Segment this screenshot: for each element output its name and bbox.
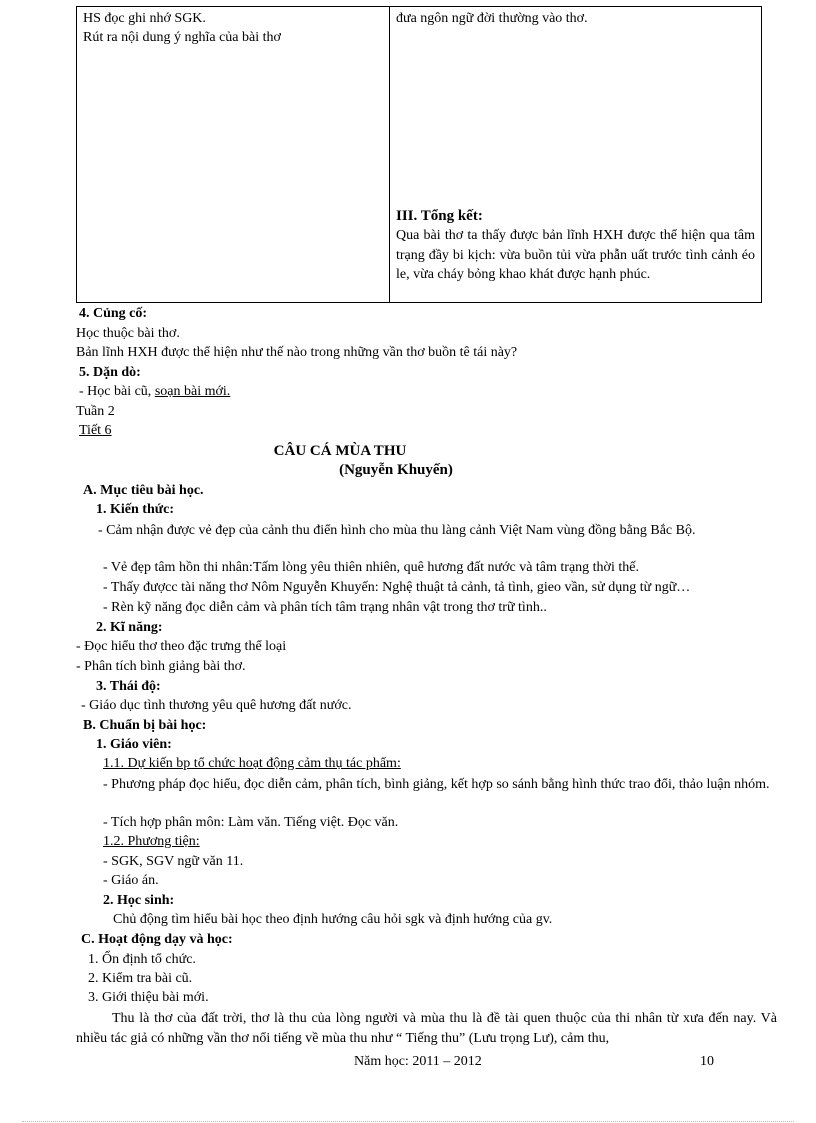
activity-step: 1. Ổn định tổ chức. bbox=[88, 952, 196, 967]
activity-cell bbox=[77, 7, 390, 303]
teacher-subheading: 1.1. Dự kiến bp tổ chức hoạt động cảm thụ tác phẩm: bbox=[103, 756, 401, 771]
skill-item: - Đọc hiểu thơ theo đặc trưng thể loại bbox=[76, 639, 287, 654]
week-label: Tuần 2 bbox=[76, 404, 115, 419]
teacher-item: - Giáo án. bbox=[103, 873, 159, 888]
knowledge-item: - Cảm nhận được vẻ đẹp của cảnh thu điển hình cho mùa thu làng cảnh Việt Nam vùng đồng bằng Bắc Bộ. bbox=[98, 523, 696, 538]
section-c-heading: C. Hoạt động dạy và học: bbox=[81, 932, 233, 947]
summary-text: Qua bài thơ ta thấy được bản lĩnh HXH được thể hiện qua tâm trạng đầy bi kịch: vừa buồn tủi vừa phẫn uất trước tình cảnh éo le, vừa cháy bỏng khao khát được hạnh phúc. bbox=[396, 228, 755, 282]
table-left-line: Rút ra nội dung ý nghĩa của bài thơ bbox=[83, 30, 281, 45]
teacher-item: - Phương pháp đọc hiểu, đọc diễn cảm, phân tích, bình giảng, kết hợp so sánh bằng hình thức trao đổi, thảo luận nhóm. bbox=[103, 777, 770, 792]
knowledge-item: - Thấy đượcc tài năng thơ Nôm Nguyễn Khuyến: Nghệ thuật tả cảnh, tả tình, gieo vần, sử dụng từ ngữ… bbox=[103, 580, 691, 595]
lesson-label: Tiết 6 bbox=[79, 423, 112, 438]
activity-step: 2. Kiểm tra bài cũ. bbox=[88, 971, 193, 986]
school-year: Năm học: 2011 – 2012 bbox=[354, 1054, 482, 1069]
attitude-heading: 3. Thái độ: bbox=[96, 679, 161, 694]
lesson-table bbox=[76, 6, 762, 303]
content-cell bbox=[390, 7, 762, 303]
table-right-line: đưa ngôn ngữ đời thường vào thơ. bbox=[396, 11, 588, 26]
attitude-item: - Giáo dục tình thương yêu quê hương đất nước. bbox=[81, 698, 352, 713]
teacher-item: - SGK, SGV ngữ văn 11. bbox=[103, 854, 244, 869]
section-b-heading: B. Chuẩn bị bài học: bbox=[83, 718, 207, 733]
skills-heading: 2. Kĩ năng: bbox=[96, 620, 163, 635]
poem-title: CÂU CÁ MÙA THU bbox=[273, 443, 407, 459]
student-item: Chủ động tìm hiểu bài học theo định hướng câu hỏi sgk và định hướng của gv. bbox=[113, 912, 553, 927]
cungco-heading: 4. Củng cố: bbox=[79, 306, 148, 321]
knowledge-item: - Rèn kỹ năng đọc diễn cảm và phân tích tâm trạng nhân vật trong thơ trữ tình.. bbox=[103, 600, 547, 615]
intro-paragraph: Thu là thơ của đất trời, thơ là thu của lòng người và mùa thu là đề tài quen thuộc của thi nhân từ xưa đến nay. Và nhiều tác giả có những vần thơ nổi tiếng về mùa thu như “ Tiếng thu” (Lưu trọng Lư), cảm thu, bbox=[76, 1011, 777, 1046]
dando-line bbox=[79, 384, 566, 400]
cungco-line: Bản lĩnh HXH được thể hiện như thế nào trong những vần thơ buồn tê tái này? bbox=[76, 345, 518, 360]
dando-prefix: - Học bài cũ, bbox=[79, 384, 155, 399]
student-heading: 2. Học sinh: bbox=[103, 893, 175, 908]
skill-item: - Phân tích bình giảng bài thơ. bbox=[76, 659, 246, 674]
knowledge-item: - Vẻ đẹp tâm hồn thi nhân:Tấm lòng yêu thiên nhiên, quê hương đất nước và tâm trạng thời thế. bbox=[103, 560, 639, 575]
section-a-heading: A. Mục tiêu bài học. bbox=[83, 483, 204, 498]
dando-heading: 5. Dặn dò: bbox=[79, 365, 141, 380]
knowledge-heading: 1. Kiến thức: bbox=[96, 502, 175, 517]
summary-heading: III. Tổng kết: bbox=[396, 208, 483, 224]
dando-underlined: soạn bài mới. bbox=[154, 384, 231, 399]
page-number: 10 bbox=[700, 1054, 714, 1069]
poem-author: (Nguyễn Khuyến) bbox=[339, 462, 453, 478]
page-edge bbox=[22, 1121, 794, 1122]
teacher-heading: 1. Giáo viên: bbox=[96, 737, 172, 752]
table-left-line: HS đọc ghi nhớ SGK. bbox=[83, 11, 206, 26]
cungco-line: Học thuộc bài thơ. bbox=[76, 326, 180, 341]
teacher-item: - Tích hợp phân môn: Làm văn. Tiếng việt. Đọc văn. bbox=[103, 815, 399, 830]
teacher-subheading: 1.2. Phương tiện: bbox=[103, 834, 200, 849]
activity-step: 3. Giới thiệu bài mới. bbox=[88, 990, 209, 1005]
